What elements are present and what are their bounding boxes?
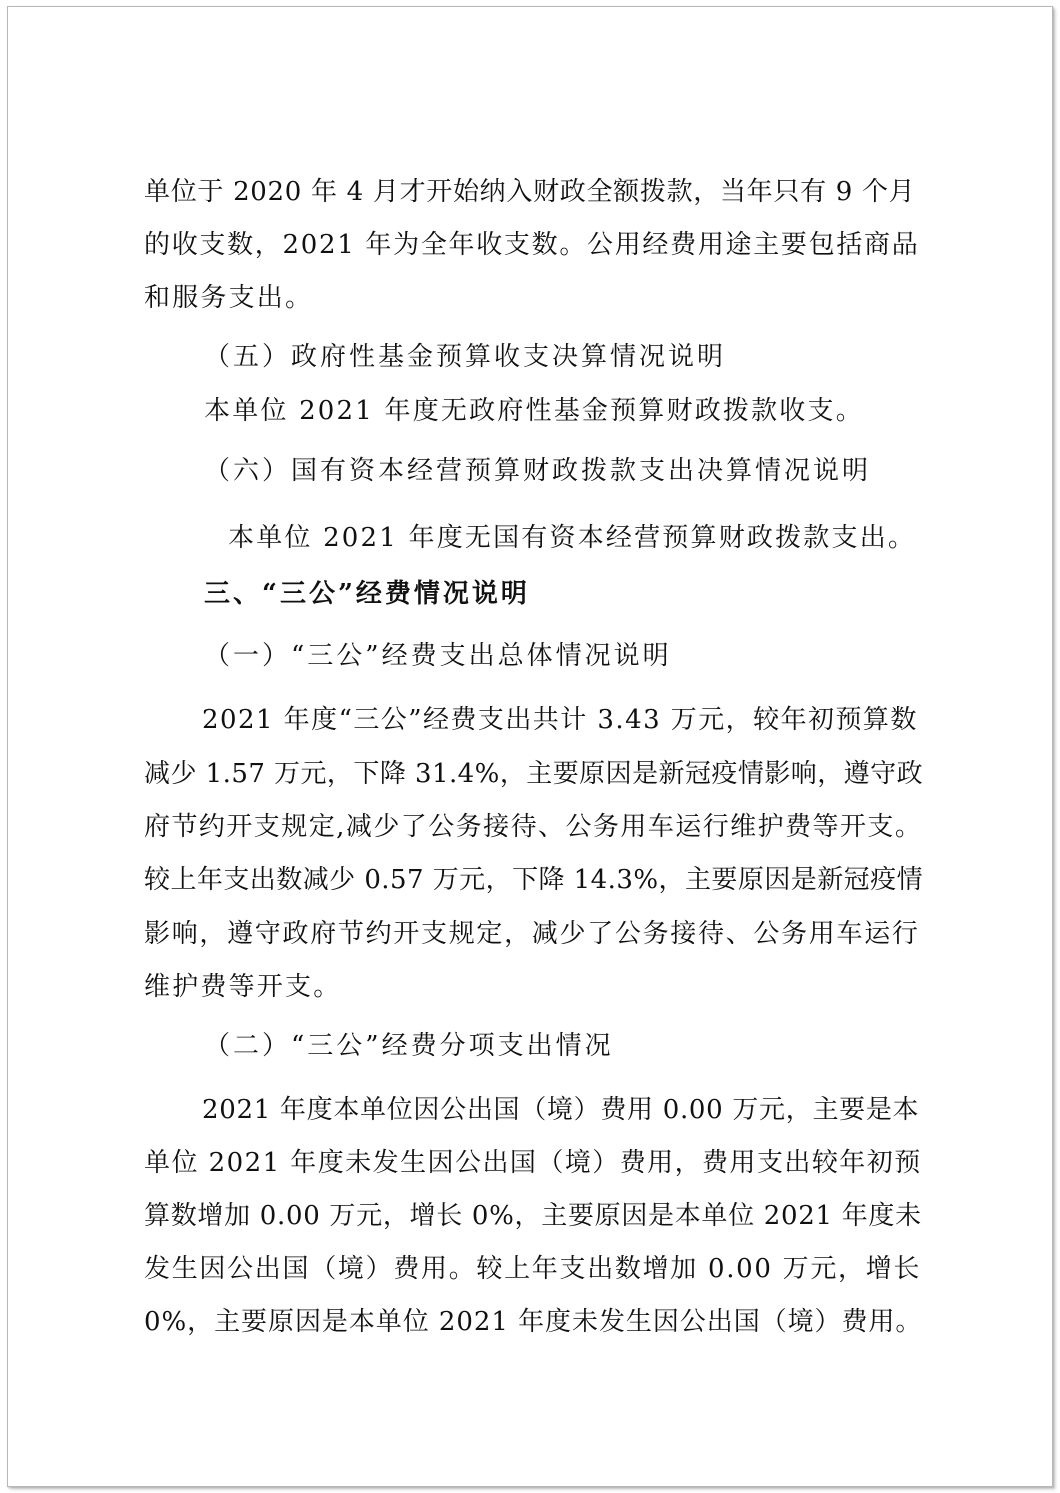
paragraph-line: 较上年支出数减少 0.57 万元，下降 14.3%，主要原因是新冠疫情: [144, 865, 924, 895]
paragraph-line: 2021 年度“三公”经费支出共计 3.43 万元，较年初预算数: [202, 705, 918, 735]
paragraph-line: 本单位 2021 年度无国有资本经营预算财政拨款支出。: [228, 523, 917, 553]
paragraph-line: 发生因公出国（境）费用。较上年支出数增加 0.00 万元，增长: [144, 1254, 922, 1284]
paragraph-line: 府节约开支规定,减少了公务接待、公务用车运行维护费等开支。: [144, 812, 923, 842]
paragraph-line: 单位 2021 年度未发生因公出国（境）费用，费用支出较年初预: [144, 1148, 922, 1178]
heading-three-two: （二）“三公”经费分项支出情况: [204, 1031, 614, 1061]
paragraph-line: 单位于 2020 年 4 月才开始纳入财政全额拨款，当年只有 9 个月: [144, 177, 916, 207]
paragraph-line: 的收支数，2021 年为全年收支数。公用经费用途主要包括商品: [144, 230, 920, 260]
document-body: [8, 7, 1052, 1486]
document-page: [7, 6, 1053, 1487]
heading-three-one: （一）“三公”经费支出总体情况说明: [204, 641, 672, 671]
heading-six: （六）国有资本经营预算财政拨款支出决算情况说明: [204, 456, 872, 486]
paragraph-line: 维护费等开支。: [144, 972, 342, 1002]
paragraph-line: 减少 1.57 万元，下降 31.4%，主要原因是新冠疫情影响，遵守政: [144, 759, 924, 789]
paragraph-line: 0%，主要原因是本单位 2021 年度未发生因公出国（境）费用。: [144, 1307, 923, 1337]
paragraph-line: 算数增加 0.00 万元，增长 0%，主要原因是本单位 2021 年度未: [144, 1201, 922, 1231]
section-three-heading: 三、“三公”经费情况说明: [204, 579, 530, 609]
paragraph-line: 和服务支出。: [144, 283, 314, 313]
paragraph-line: 影响，遵守政府节约开支规定，减少了公务接待、公务用车运行: [144, 919, 920, 949]
paragraph-line: 本单位 2021 年度无政府性基金预算财政拨款收支。: [204, 396, 864, 426]
paragraph-line: 2021 年度本单位因公出国（境）费用 0.00 万元，主要是本: [202, 1095, 920, 1125]
heading-five: （五）政府性基金预算收支决算情况说明: [204, 342, 727, 372]
